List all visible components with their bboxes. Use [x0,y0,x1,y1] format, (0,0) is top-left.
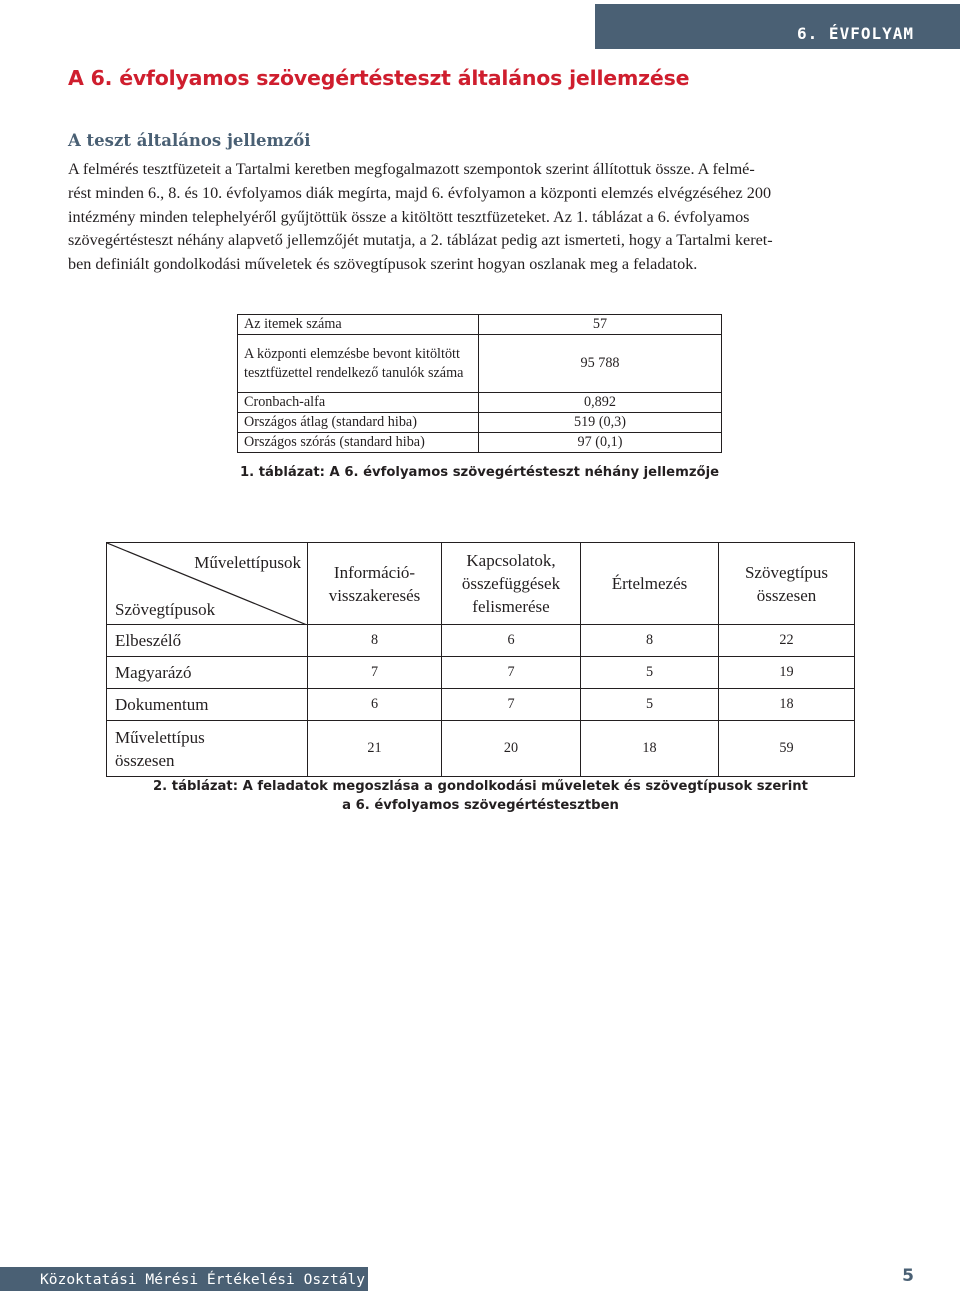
page-title: A 6. évfolyamos szövegértésteszt általános jellemzése [68,66,690,90]
column-header: Értelmezés [581,543,719,625]
table-row [107,625,855,657]
grade-badge: 6. ÉVFOLYAM [595,4,960,49]
row-value: 519 (0,3) [479,413,722,433]
cell-value: 22 [719,625,855,657]
cell-value: 20 [442,721,581,777]
cell-value: 7 [442,657,581,689]
table-header-row [107,543,855,625]
row-value: 0,892 [479,393,722,413]
table-row [107,689,855,721]
cell-value: 8 [308,625,442,657]
table1-caption: 1. táblázat: A 6. évfolyamos szövegértésteszt néhány jellemzője [239,465,720,480]
corner-column-label: Művelettípusok [194,553,301,572]
row-label: Cronbach-alfa [238,393,479,413]
column-header: Szövegtípus összesen [719,543,855,625]
table-row [107,721,855,777]
corner-row-label: Szövegtípusok [115,600,216,619]
table-row [107,657,855,689]
cell-value: 7 [308,657,442,689]
row-label: Elbeszélő [107,625,308,657]
cell-value: 6 [308,689,442,721]
cell-value: 18 [581,721,719,777]
cell-value: 18 [719,689,855,721]
cell-value: 7 [442,689,581,721]
column-header: Információ- visszakeresés [308,543,442,625]
table-row [238,335,722,393]
row-label: Magyarázó [107,657,308,689]
cell-value: 21 [308,721,442,777]
row-value: 57 [479,315,722,335]
cell-value: 5 [581,657,719,689]
table2-caption: 2. táblázat: A feladatok megoszlása a gondolkodási műveletek és szövegtípusok szerint a 6. évfolyamos szövegértéstesztben [153,779,808,813]
section-title: A teszt általános jellemzői [68,131,311,150]
corner-header-cell [107,543,308,625]
row-label: Országos átlag (standard hiba) [238,413,479,433]
table-row [238,393,722,413]
page-number: 5 [902,1266,914,1286]
test-characteristics-table [237,314,722,453]
table-row [238,315,722,335]
footer-organization: Közoktatási Mérési Értékelési Osztály [0,1267,368,1291]
table-row [238,433,722,453]
row-value: 95 788 [479,335,722,393]
row-label: Dokumentum [107,689,308,721]
cell-value: 6 [442,625,581,657]
cell-value: 5 [581,689,719,721]
cell-value: 8 [581,625,719,657]
row-value: 97 (0,1) [479,433,722,453]
intro-paragraph: A felmérés tesztfüzeteit a Tartalmi keretben megfogalmazott szempontok szerint állítottuk össze. A felmé- rést minden 6., 8. és 10. évfolyamos diák megírta, majd 6. évfolyamon a központi elemzés elvégzéséhez 200 intézmény minden telephelyéről gyűjtöttük össze a kitöltött tesztfüzeteket. Az 1. táblázat a 6. évfolyamos szövegértésteszt néhány alapvető jellemzőjét mutatja, a 2. táblázat pedig azt ismerteti, hogy a Tartalmi keret- ben definiált gondolkodási műveletek és szövegtípusok szerint hogyan oszlanak meg a feladatok. [68,160,773,274]
row-label: A központi elemzésbe bevont kitöltött tesztfüzettel rendelkező tanulók száma [238,335,479,393]
column-header: Kapcsolatok, összefüggések felismerése [442,543,581,625]
task-distribution-table [106,542,855,777]
row-label: Művelettípus összesen [107,721,308,777]
cell-value: 59 [719,721,855,777]
table-row [238,413,722,433]
row-label: Az itemek száma [238,315,479,335]
cell-value: 19 [719,657,855,689]
row-label: Országos szórás (standard hiba) [238,433,479,453]
